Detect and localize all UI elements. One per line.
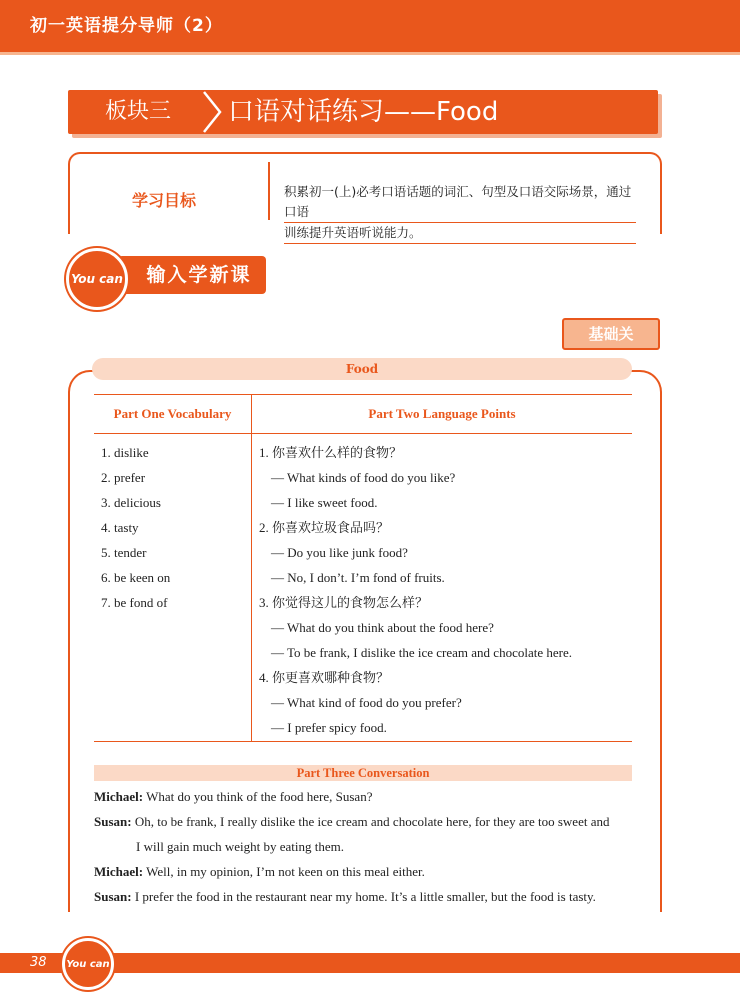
speaker: Michael: [94, 864, 144, 879]
point-line: — What do you think about the food here? [271, 620, 494, 635]
learn-label [118, 256, 266, 294]
chevron-right-icon [200, 90, 224, 134]
conversation-line [94, 859, 639, 884]
point-line: — To be frank, I dislike the ice cream and chocolate here. [271, 645, 572, 660]
level-tag: 基础关 [562, 318, 660, 350]
point-line: — I like sweet food. [271, 495, 378, 510]
goal-text-line-2: 训练提升英语听说能力。 [284, 223, 636, 244]
utterance: I will gain much weight by eating them. [136, 839, 344, 854]
conversation [94, 784, 639, 909]
speaker: Susan: [94, 889, 132, 904]
utterance: I prefer the food in the restaurant near my home. It’s a little smaller, but the food is tasty. [131, 889, 596, 904]
conversation-line [94, 884, 639, 909]
point-line: — I prefer spicy food. [271, 720, 387, 735]
conversation-line [94, 784, 639, 809]
conversation-title: Part Three Conversation [94, 765, 632, 781]
language-points-header: Part Two Language Points [252, 395, 633, 434]
speaker: Michael: [94, 789, 144, 804]
utterance: Well, in my opinion, I’m not keen on this meal either. [143, 864, 425, 879]
point-line: — What kind of food do you prefer? [271, 695, 462, 710]
point-question: 4. 你更喜欢哪种食物？ [259, 670, 390, 685]
food-title: Food [92, 358, 632, 380]
speaker: Susan: [94, 814, 132, 829]
goal-text [284, 182, 636, 244]
vocab-item: 6. be keen on [101, 570, 171, 585]
book-title: 初一英语提分导师（2） [30, 16, 223, 36]
section-banner [68, 90, 658, 134]
vocab-item: 5. tender [101, 545, 147, 560]
food-table [94, 394, 632, 742]
point-line: — Do you like junk food? [271, 545, 408, 560]
vocab-item: 7. be fond of [101, 595, 168, 610]
section-number: 板块三 [104, 99, 171, 124]
language-points-list [252, 434, 633, 742]
vocab-item: 4. tasty [101, 520, 139, 535]
utterance: What do you think of the food here, Susan? [143, 789, 373, 804]
point-line: — No, I don’t. I’m fond of fruits. [271, 570, 445, 585]
you-can-logo: You can [66, 248, 128, 310]
header-underline [0, 52, 740, 55]
vocabulary-list [94, 434, 252, 742]
goal-title: 学习目标 [132, 191, 197, 210]
vocabulary-header: Part One Vocabulary [94, 395, 252, 434]
conversation-line [94, 834, 639, 859]
page-number: 38 [30, 955, 47, 970]
point-question: 2. 你喜欢垃圾食品吗？ [259, 520, 390, 535]
section-topic: 口语对话练习——Food [228, 97, 499, 127]
vocab-item: 3. delicious [101, 495, 161, 510]
header-bar [0, 0, 740, 52]
footer-logo: You can [62, 938, 114, 990]
learn-label-text: 输入学新课 [146, 264, 252, 286]
point-line: — What kinds of food do you like? [271, 470, 456, 485]
goal-divider [268, 162, 270, 220]
point-question: 1. 你喜欢什么样的食物？ [259, 445, 403, 460]
conversation-line [94, 809, 639, 834]
learn-badge [66, 248, 266, 300]
vocab-item: 1. dislike [101, 445, 149, 460]
point-question: 3. 你觉得这儿的食物怎么样？ [259, 595, 429, 610]
vocab-item: 2. prefer [101, 470, 146, 485]
utterance: Oh, to be frank, I really dislike the ice cream and chocolate here, for they are too sweet and [131, 814, 610, 829]
goal-text-line-1: 积累初一(上)必考口语话题的词汇、句型及口语交际场景，通过口语 [284, 182, 636, 223]
